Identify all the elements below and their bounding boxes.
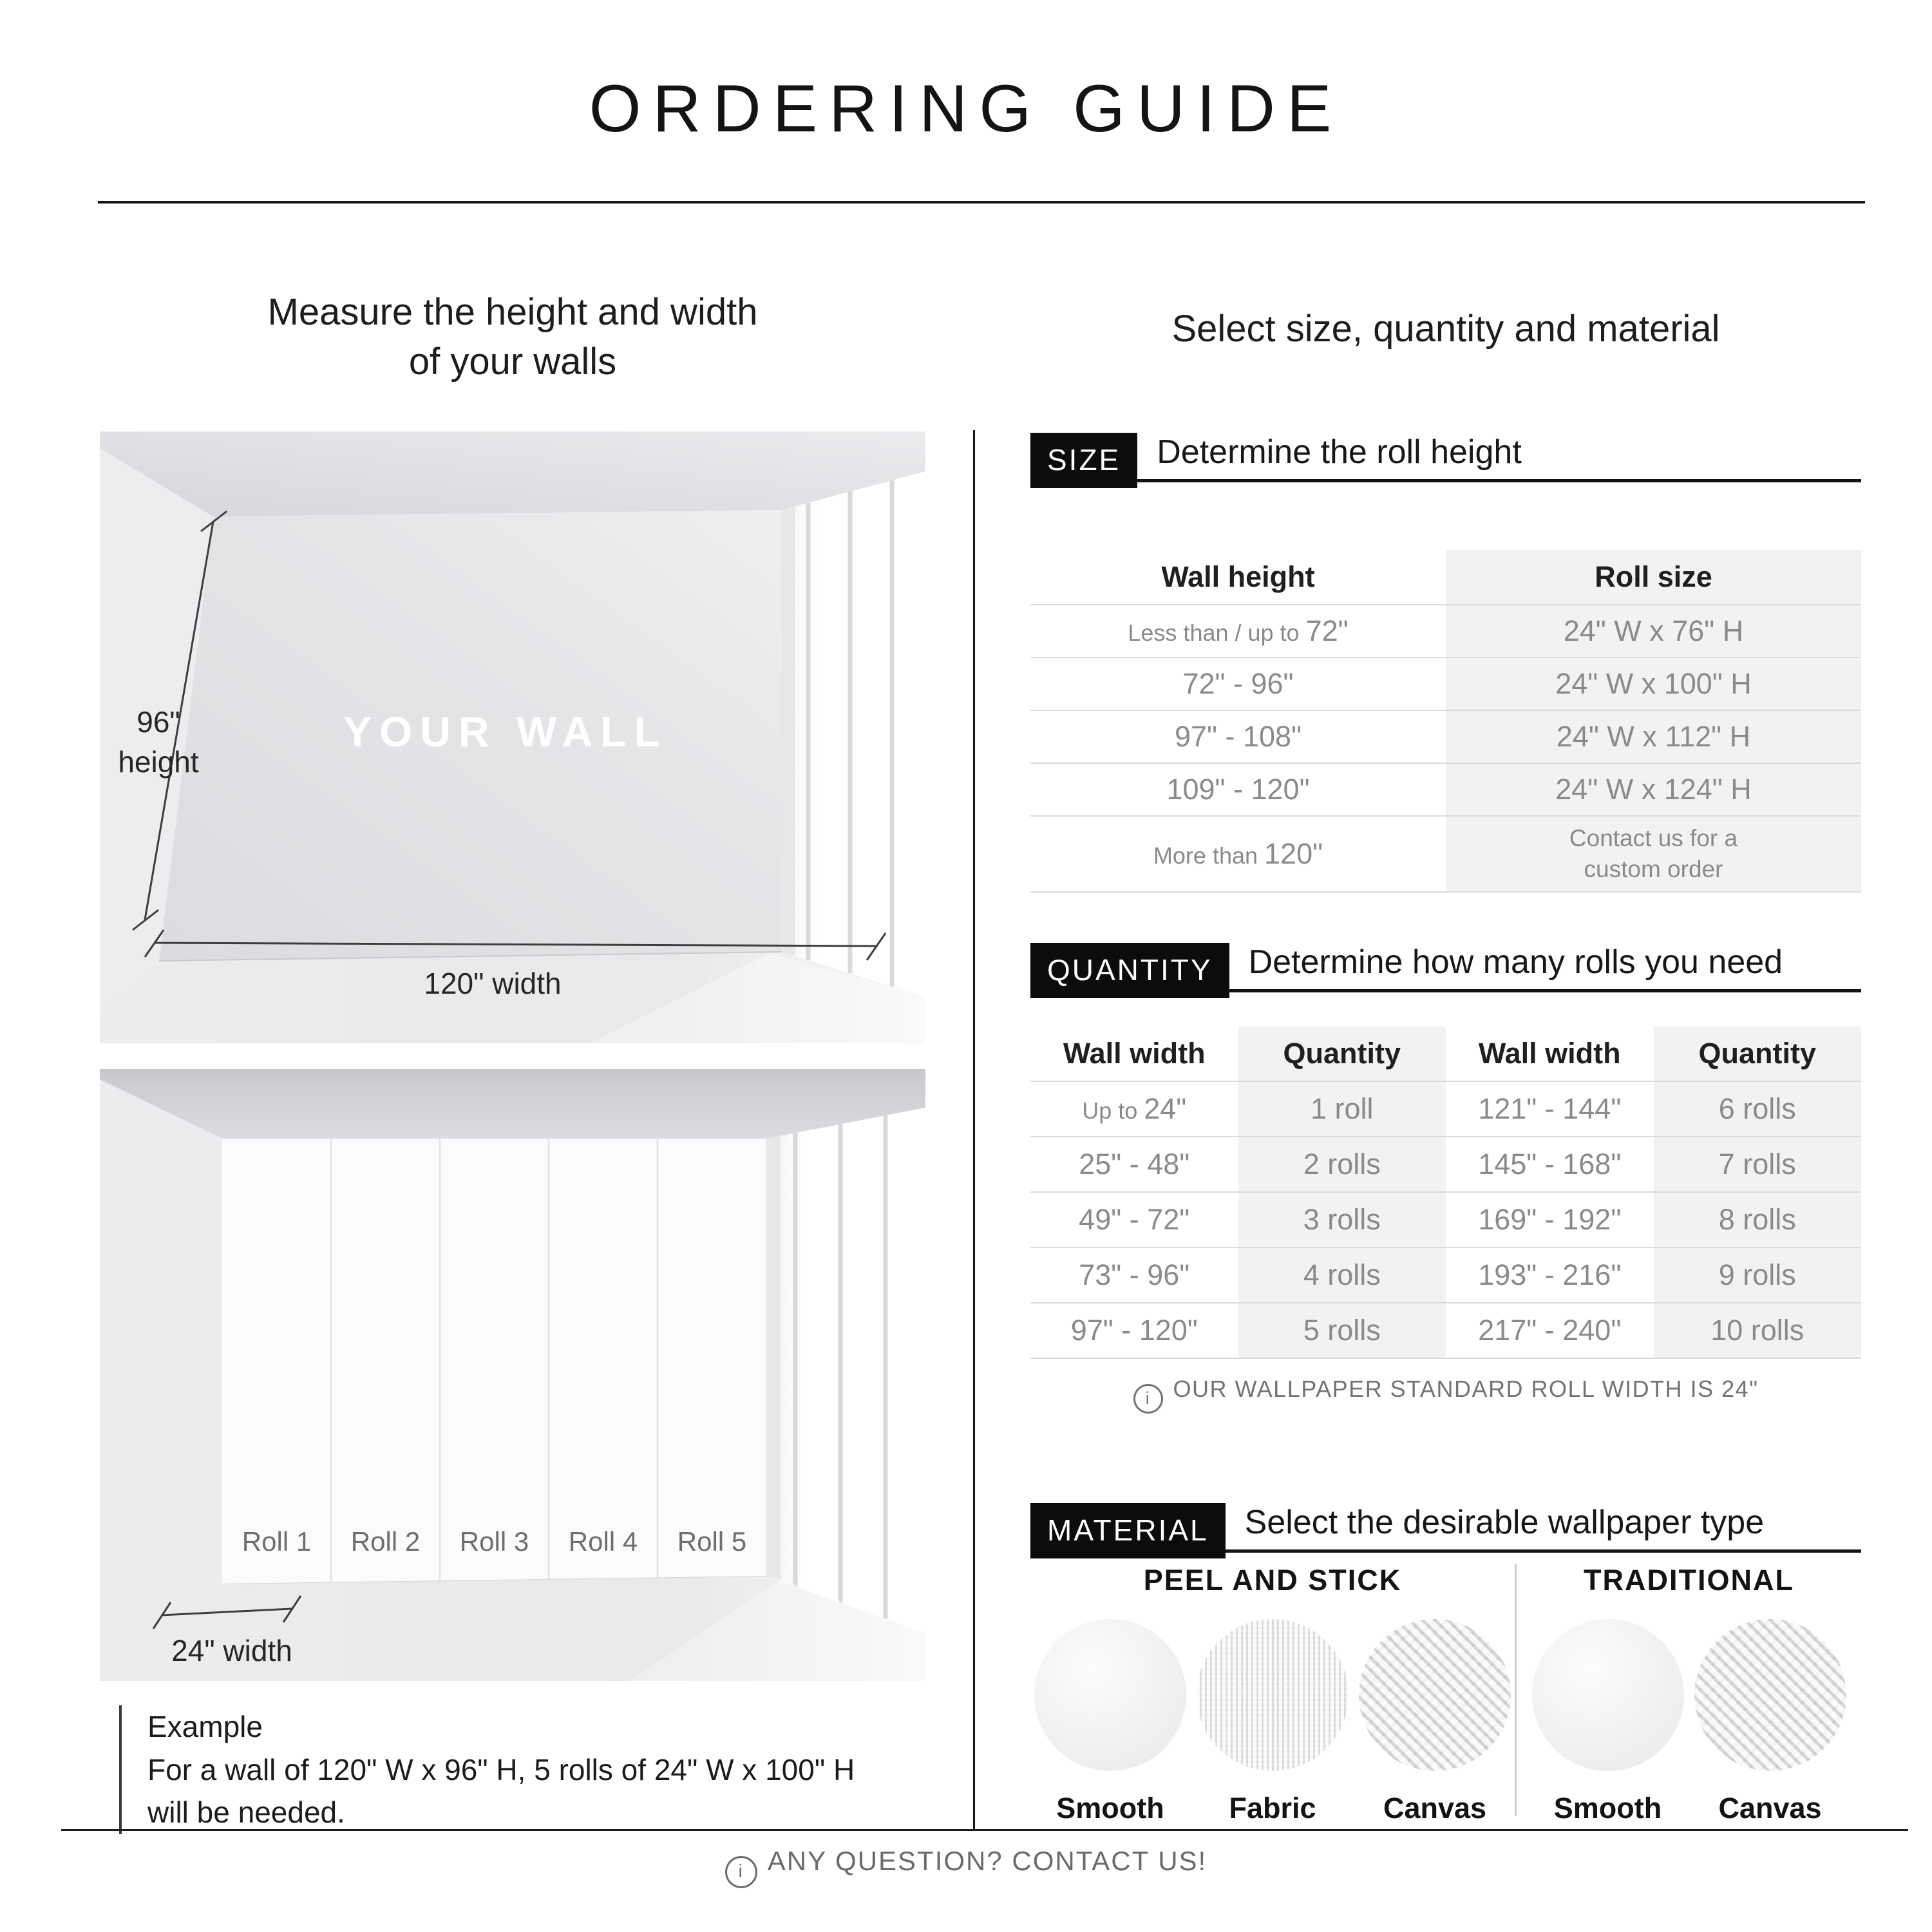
left-wall-shape xyxy=(100,1079,222,1641)
material-tag: MATERIAL xyxy=(1030,1503,1226,1558)
canvas-texture-icon xyxy=(1694,1619,1846,1771)
ceiling-shape xyxy=(100,431,925,516)
group-title: TRADITIONAL xyxy=(1584,1564,1794,1596)
left-heading-line1: Measure the height and width xyxy=(267,291,758,333)
material-groups xyxy=(1030,1564,1861,1825)
roll-label: Roll 3 xyxy=(459,1526,529,1557)
size-subtitle: Determine the roll height xyxy=(1157,433,1522,471)
example-line2: will be needed. xyxy=(147,1795,345,1830)
swatch-smooth: Smooth xyxy=(1031,1619,1189,1825)
size-row: Less than / up to 72" 24" W x 76" H xyxy=(1030,604,1861,657)
room-illustration-wall xyxy=(100,431,925,1043)
group-title: PEEL AND STICK xyxy=(1143,1564,1402,1596)
fabric-texture-icon xyxy=(1197,1619,1349,1771)
size-section-header xyxy=(1030,424,1861,482)
example-title: Example xyxy=(147,1710,263,1743)
left-heading-line2: of your walls xyxy=(408,341,617,383)
quantity-col-header: Quantity xyxy=(1654,1027,1862,1081)
info-icon: i xyxy=(1133,1384,1163,1414)
size-row: 109" - 120" 24" W x 124" H xyxy=(1030,762,1861,815)
ceiling-shape xyxy=(100,1069,925,1139)
size-row: 72" - 96" 24" W x 100" H xyxy=(1030,657,1861,710)
quantity-col-header: Wall width xyxy=(1478,1037,1621,1070)
material-subtitle: Select the desirable wallpaper type xyxy=(1244,1504,1765,1541)
quantity-col-header: Quantity xyxy=(1238,1027,1446,1081)
left-column-heading xyxy=(100,287,925,386)
room-illustration-rolls xyxy=(100,1069,925,1681)
roll-labels-row xyxy=(222,1526,766,1557)
window-wall-shape xyxy=(781,471,925,997)
quantity-section-header xyxy=(1030,934,1861,992)
quantity-row: 73" - 96" 4 rolls 193" - 216" 9 rolls xyxy=(1030,1247,1861,1302)
material-group-traditional xyxy=(1517,1564,1861,1825)
quantity-table xyxy=(1030,1027,1861,1359)
info-icon: i xyxy=(725,1856,757,1888)
example-line1: For a wall of 120" W x 96" H, 5 rolls of 24" W x 100" H xyxy=(147,1752,855,1786)
quantity-row: 97" - 120" 5 rolls 217" - 240" 10 rolls xyxy=(1030,1302,1861,1358)
roll-width-note: i OUR WALLPAPER STANDARD ROLL WIDTH IS 24" xyxy=(1030,1376,1861,1414)
roll-width-label: 24" width xyxy=(171,1634,292,1667)
wall-width-label: 120" width xyxy=(424,967,562,1000)
right-column-heading: Select size, quantity and material xyxy=(1171,308,1720,350)
footer-rule xyxy=(61,1829,1908,1831)
size-table xyxy=(1030,550,1861,893)
quantity-row: 25" - 48" 2 rolls 145" - 168" 7 rolls xyxy=(1030,1136,1861,1191)
roll-panels-shape xyxy=(222,1139,766,1584)
window-frame-shape xyxy=(766,1135,781,1580)
quantity-tag: QUANTITY xyxy=(1030,943,1229,998)
footer-note: i ANY QUESTION? CONTACT US! xyxy=(0,1846,1932,1888)
material-section-header xyxy=(1030,1494,1861,1553)
roll-label: Roll 1 xyxy=(242,1526,312,1557)
material-group-peel-and-stick xyxy=(1030,1564,1515,1825)
swatch-canvas: Canvas xyxy=(1691,1619,1850,1825)
roll-label: Roll 4 xyxy=(568,1526,638,1557)
header-rule xyxy=(98,201,1865,204)
quantity-subtitle: Determine how many rolls you need xyxy=(1248,943,1783,981)
swatch-smooth: Smooth xyxy=(1529,1619,1687,1825)
size-col-roll-size: Roll size xyxy=(1446,550,1861,604)
column-divider xyxy=(973,430,975,1830)
size-row: 97" - 108" 24" W x 112" H xyxy=(1030,710,1861,762)
your-wall-label: YOUR WALL xyxy=(343,708,668,755)
canvas-texture-icon xyxy=(1359,1619,1511,1771)
wall-height-label: 96" height xyxy=(118,705,199,779)
roll-label: Roll 2 xyxy=(350,1526,421,1557)
size-row: More than 120" Contact us for a custom order xyxy=(1030,815,1861,891)
roll-label: Roll 5 xyxy=(677,1526,747,1557)
example-block xyxy=(119,1705,959,1834)
room2-graphic xyxy=(100,1069,925,1681)
quantity-col-header: Wall width xyxy=(1063,1037,1206,1070)
quantity-row: Up to 24" 1 roll 121" - 144" 6 rolls xyxy=(1030,1081,1861,1136)
window-frame-shape xyxy=(781,507,795,956)
smooth-texture-icon xyxy=(1532,1619,1684,1771)
page-title: ORDERING GUIDE xyxy=(589,71,1343,146)
swatch-canvas: Canvas xyxy=(1356,1619,1514,1825)
smooth-texture-icon xyxy=(1034,1619,1186,1771)
swatch-fabric: Fabric xyxy=(1193,1619,1352,1825)
quantity-row: 49" - 72" 3 rolls 169" - 192" 8 rolls xyxy=(1030,1191,1861,1247)
size-col-wall-height: Wall height xyxy=(1161,560,1315,593)
window-wall-shape xyxy=(766,1108,925,1633)
size-tag: SIZE xyxy=(1030,433,1137,488)
